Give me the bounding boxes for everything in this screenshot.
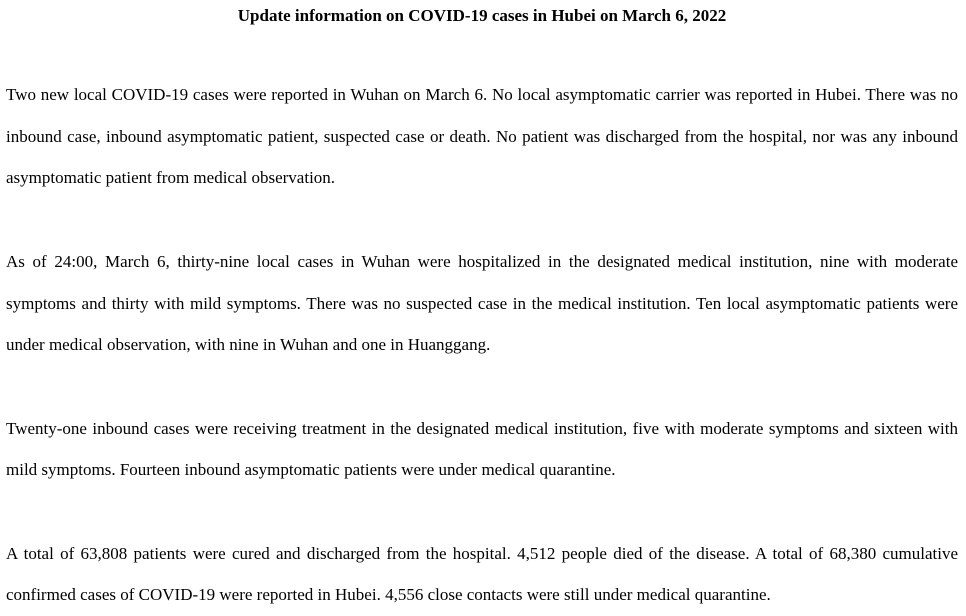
- paragraph-hospitalized: As of 24:00, March 6, thirty-nine local cases in Wuhan were hospitalized in the designated medical institution, nine with moderate symptoms and thirty with mild symptoms. There was no suspected case in the medical institution. Ten local asymptomatic patients were under medical observation, with nine in Wuhan and one in Huanggang.: [6, 251, 958, 355]
- paragraph-cumulative-totals: A total of 63,808 patients were cured and discharged from the hospital. 4,512 people died of the disease. A total of 68,380 cumulative confirmed cases of COVID-19 were reported in Hubei. 4,556 close contacts were still under medical quarantine.: [6, 543, 958, 605]
- document-title: Update information on COVID-19 cases in Hubei on March 6, 2022: [237, 6, 727, 25]
- paragraph-inbound-cases: Twenty-one inbound cases were receiving treatment in the designated medical institution, five with moderate symptoms and sixteen with mild symptoms. Fourteen inbound asymptomatic patients were under medical quarantine.: [6, 418, 958, 480]
- paragraph-new-cases: Two new local COVID-19 cases were reported in Wuhan on March 6. No local asymptomatic carrier was reported in Hubei. There was no inbound case, inbound asymptomatic patient, suspected case or death. No patient was discharged from the hospital, nor was any inbound asymptomatic patient from medical observation.: [6, 85, 958, 188]
